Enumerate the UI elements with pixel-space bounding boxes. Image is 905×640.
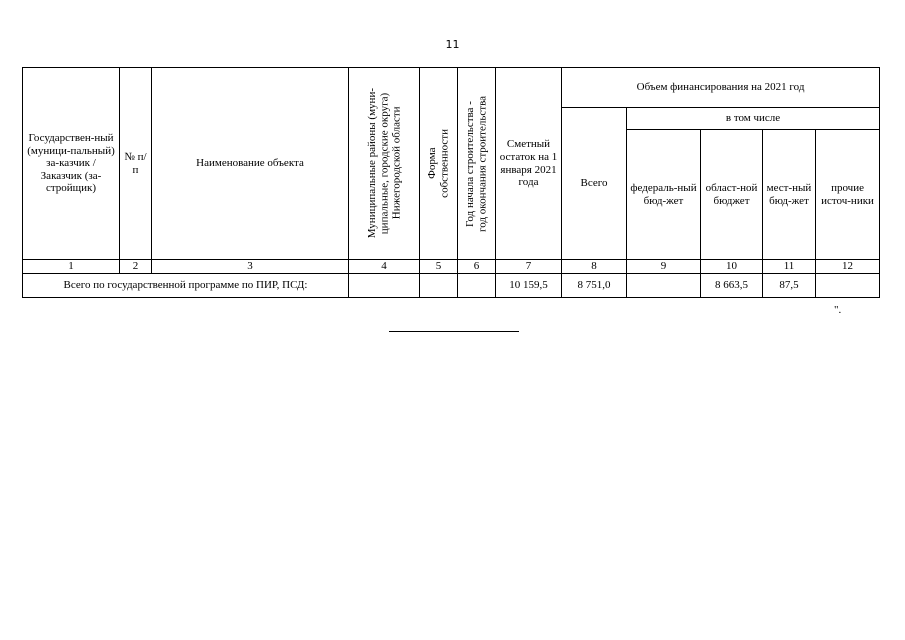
header-years-line-2: год окончания строительства	[476, 95, 489, 232]
header-financing-volume: Объем финансирования на 2021 год	[562, 68, 880, 108]
closing-quote-mark: ".	[834, 304, 842, 316]
header-years-line-1: Год начала строительства -	[464, 100, 477, 227]
header-estimated-balance: Сметный остаток на 1 января 2021 года	[496, 68, 562, 260]
total-row-other	[816, 274, 880, 298]
header-including: в том числе	[627, 108, 880, 130]
column-number-row	[23, 260, 880, 274]
column-number-1: 1	[23, 260, 120, 274]
header-ownership-line-1: Форма	[426, 147, 439, 180]
header-local-budget: мест-ный бюд-жет	[763, 130, 816, 260]
column-number-4: 4	[349, 260, 420, 274]
header-construction-years	[458, 68, 496, 260]
header-municipal-line-1: Муниципальные районы (муни-	[365, 88, 378, 239]
total-row	[23, 274, 880, 298]
column-number-6: 6	[458, 260, 496, 274]
header-other-sources: прочие источ-ники	[816, 130, 880, 260]
total-row-label: Всего по государственной программе по ПИР, ПСД:	[23, 274, 349, 298]
header-federal-budget: федераль-ный бюд-жет	[627, 130, 701, 260]
total-row-ownership	[420, 274, 458, 298]
separator-line	[389, 331, 519, 332]
column-number-11: 11	[763, 260, 816, 274]
total-row-municipal	[349, 274, 420, 298]
column-number-7: 7	[496, 260, 562, 274]
header-municipal-line-2: ципальные, городские округа)	[377, 92, 390, 235]
column-number-2: 2	[120, 260, 152, 274]
header-ownership-form	[420, 68, 458, 260]
header-object-name: Наименование объекта	[152, 68, 349, 260]
header-total: Всего	[562, 108, 627, 260]
header-regional-budget: област-ной бюджет	[701, 130, 763, 260]
column-number-5: 5	[420, 260, 458, 274]
header-municipal-line-3: Нижегородской области	[390, 107, 403, 220]
column-number-10: 10	[701, 260, 763, 274]
column-number-3: 3	[152, 260, 349, 274]
total-row-regional: 8 663,5	[701, 274, 763, 298]
header-municipal-districts	[349, 68, 420, 260]
header-customer: Государствен-ный (муници-пальный) за-казчик / Заказчик (за-стройщик)	[23, 68, 120, 260]
total-row-total: 8 751,0	[562, 274, 627, 298]
column-number-9: 9	[627, 260, 701, 274]
financing-table	[22, 67, 880, 298]
column-number-12: 12	[816, 260, 880, 274]
page-number: 11	[445, 38, 460, 51]
total-row-years	[458, 274, 496, 298]
total-row-local: 87,5	[763, 274, 816, 298]
header-number: № п/п	[120, 68, 152, 260]
total-row-estimated-balance: 10 159,5	[496, 274, 562, 298]
header-ownership-line-2: собственности	[438, 129, 451, 198]
column-number-8: 8	[562, 260, 627, 274]
total-row-federal	[627, 274, 701, 298]
